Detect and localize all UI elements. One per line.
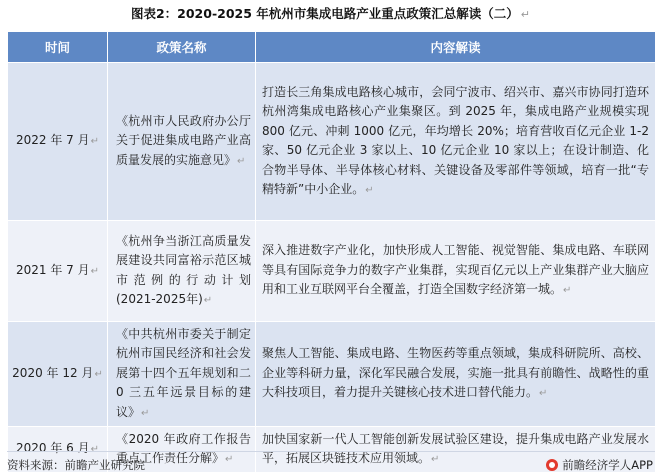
brand-name: 前瞻经济学人APP — [562, 458, 653, 472]
row-policy-name: 《杭州争当浙江高质量发展建设共同富裕示范区城市范例的行动计划 (2021-2025年)↵ — [108, 221, 256, 322]
row-policy-name: 《杭州市人民政府办公厅关于促进集成电路产业高质量发展的实施意见》↵ — [108, 63, 256, 221]
qianzhan-logo-icon — [546, 459, 558, 471]
row-time: 2020 年 12 月↵ — [8, 322, 108, 427]
header-policy-name: 政策名称 — [108, 32, 256, 63]
page-title: 图表2：2020-2025 年杭州市集成电路产业重点政策汇总解读（二） ↵ — [130, 6, 531, 21]
row-content: 打造长三角集成电路核心城市，会同宁波市、绍兴市、嘉兴市协同打造环杭州湾集成电路核心产业集聚区。到 2025 年，集成电路产业规模实现 800 亿元、冲刺 1000 亿元，年均增长 20%；培育营收百亿元企业 1-2 家、50 亿元企业 3 家以上、10 亿元企业 10 家以上；在设计制造、化合物半导体、半导体核心材料、关键设备及零部件等领域，培育一批“专精特新”中小企业。↵ — [256, 63, 656, 221]
row-policy-name: 《2020 年政府工作报告重点工作责任分解》↵ — [108, 427, 256, 473]
policy-table — [7, 31, 656, 473]
header-content: 内容解读 — [256, 32, 656, 63]
row-content: 加快国家新一代人工智能创新发展试验区建设，提升集成电路产业发展水平，拓展区块链技术应用领域。↵ — [256, 427, 656, 473]
table-row — [8, 221, 656, 322]
footer — [0, 454, 661, 476]
table-header-row — [8, 32, 656, 63]
footer-divider — [7, 451, 655, 452]
row-time: 2020 年 6 月↵ — [8, 427, 108, 473]
source-note: 资料来源：前瞻产业研究院 — [7, 458, 145, 472]
row-time: 2022 年 7 月↵ — [8, 63, 108, 221]
table-row — [8, 63, 656, 221]
brand — [546, 457, 653, 473]
row-content: 深入推进数字产业化，加快形成人工智能、视觉智能、集成电路、车联网等具有国际竞争力的数字产业集群，实现百亿元以上产业集群产业大脑应用和工业互联网平台全覆盖，打造全国数字经济第一城。↵ — [256, 221, 656, 322]
header-time: 时间 — [8, 32, 108, 63]
table-row — [8, 322, 656, 427]
row-policy-name: 《中共杭州市委关于制定杭州市国民经济和社会发展第十四个五年规划和二 0 三五年远景目标的建议》↵ — [108, 322, 256, 427]
row-time: 2021 年 7 月↵ — [8, 221, 108, 322]
row-content: 聚焦人工智能、集成电路、生物医药等重点领域，集成科研院所、高校、企业等科研力量，深化军民融合发展，实施一批具有前瞻性、战略性的重大科技项目，着力提升关键核心技术进口替代能力。↵ — [256, 322, 656, 427]
